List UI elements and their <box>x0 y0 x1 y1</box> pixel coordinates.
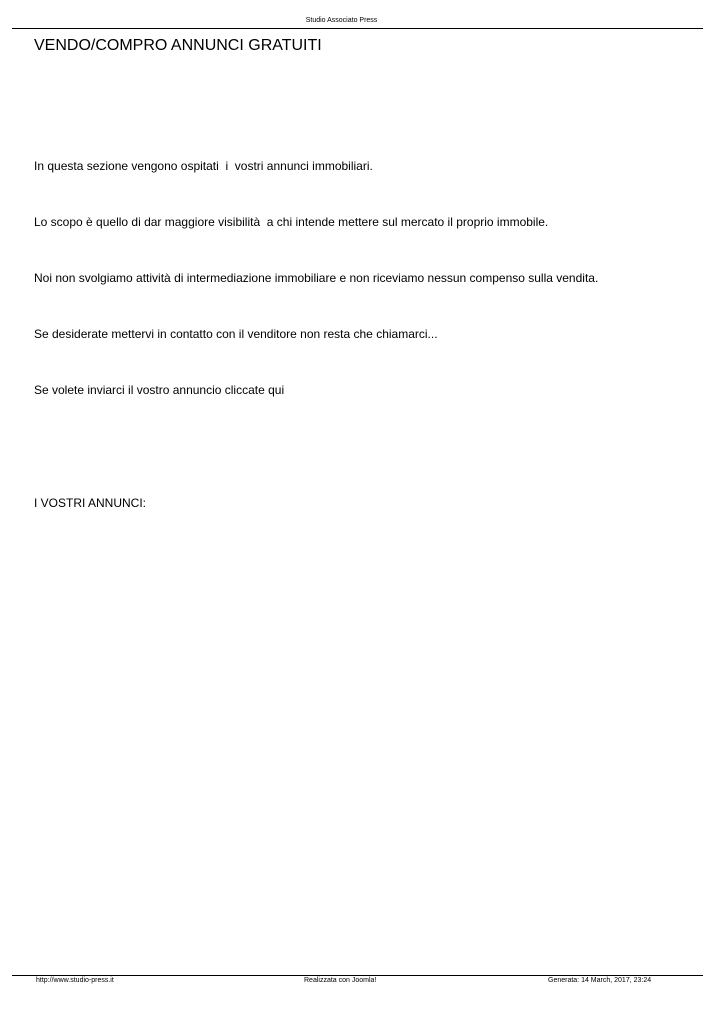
contact-paragraph: Se desiderate mettervi in contatto con il venditore non resta che chiamarci... <box>34 327 438 341</box>
footer-url-link[interactable]: http://www.studio-press.it <box>36 977 114 984</box>
page-title: VENDO/COMPRO ANNUNCI GRATUITI <box>34 37 322 54</box>
footer-credit: Realizzata con Joomla! <box>304 977 377 984</box>
intro-paragraph: In questa sezione vengono ospitati i vostri annunci immobiliari. <box>34 159 373 173</box>
disclaimer-paragraph: Noi non svolgiamo attività di intermediazione immobiliare e non riceviamo nessun compenso sulla vendita. <box>34 271 599 285</box>
submit-ad-paragraph[interactable]: Se volete inviarci il vostro annuncio cliccate qui <box>34 383 285 397</box>
header-divider <box>12 28 703 29</box>
site-name-header: Studio Associato Press <box>305 17 378 24</box>
purpose-paragraph: Lo scopo è quello di dar maggiore visibilità a chi intende mettere sul mercato il proprio immobile. <box>34 215 549 229</box>
ads-section-heading: I VOSTRI ANNUNCI: <box>34 496 147 510</box>
footer-generated-date: Generata: 14 March, 2017, 23:24 <box>548 977 652 984</box>
